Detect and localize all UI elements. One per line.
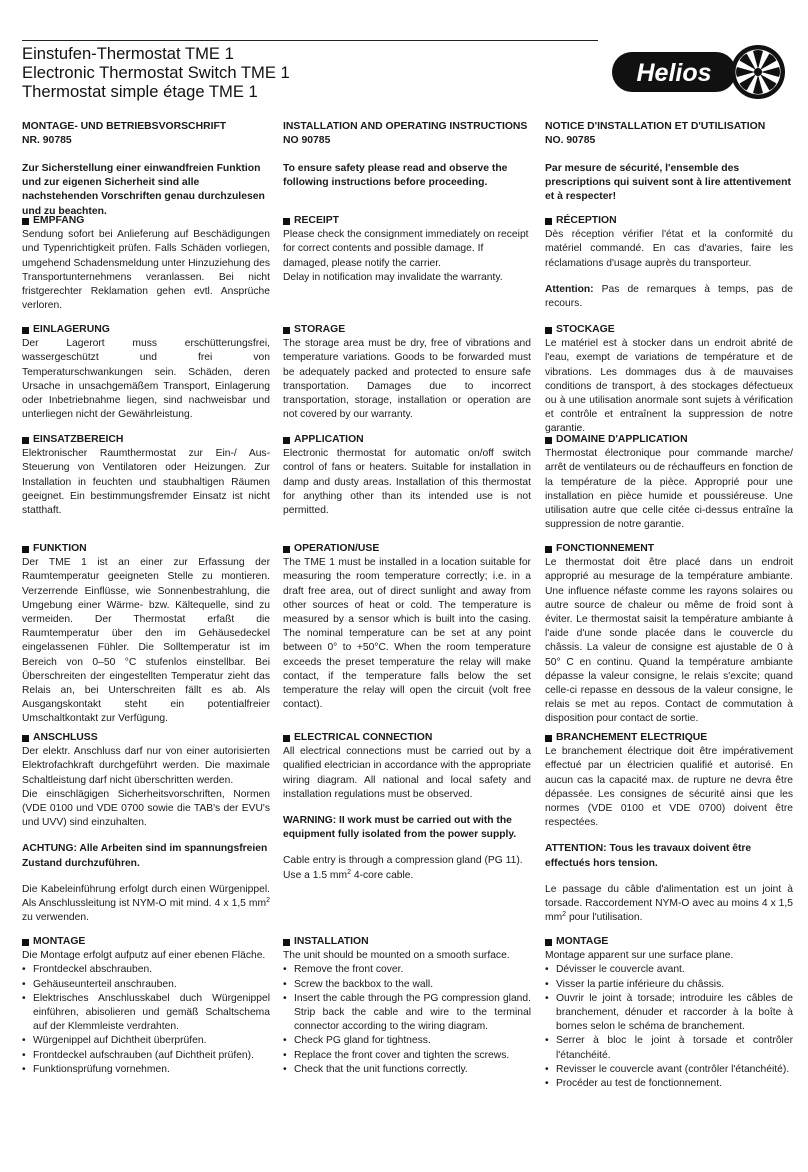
list-item: • Check PG gland for tightness.	[283, 1034, 531, 1048]
bullet-square-icon	[545, 437, 552, 444]
section-title: MONTAGE	[33, 936, 86, 947]
section-receipt-german	[22, 214, 270, 313]
section-title: DOMAINE D'APPLICATION	[556, 434, 688, 445]
section-receipt-english	[283, 214, 531, 285]
section-operation-french	[545, 542, 793, 727]
section-application-french	[545, 433, 793, 532]
section-mounting-german	[22, 935, 270, 1077]
warning-text: ATTENTION: Tous les travaux doivent être effectués hors tension.	[545, 843, 752, 869]
bullet-square-icon	[22, 218, 29, 225]
section-electrical-french	[545, 731, 793, 925]
cable-text: Le passage du câble d'alimentation est un joint à torsade. Raccordement NYM-O avec au moins 4 x 1,5 $mm^2$ pour l'utilisation.	[545, 883, 793, 924]
list-item: • Ouvrir le joint à torsade; introduire les câbles de branchement, dénuder et raccorder à la boîte à bornes selon le schéma de branchement.	[545, 992, 793, 1035]
bullet-square-icon	[22, 546, 29, 553]
list-item: • Dévisser le couvercle avant.	[545, 963, 793, 977]
list-item: • Frontdeckel abschrauben.	[22, 963, 270, 977]
section-text: Der Lagerort muss erschütterungsfrei, wassergeschützt und frei von Temperaturschwankungen sein. Schäden, deren Ursache in unsachgemäßem Transport, Einlagerung oder Inbetriebnahme liegen, sind nachweisbar und unterliegen nicht der Gewährleistung.	[22, 338, 270, 421]
section-storage-german	[22, 323, 270, 422]
section-title: STORAGE	[294, 324, 346, 335]
list-item: • Serrer à bloc le joint à torsade et contrôler l'étanchéité.	[545, 1034, 793, 1062]
section-text-warranty: Delay in notification may invalidate the warranty.	[283, 271, 503, 283]
section-title: BRANCHEMENT ELECTRIQUE	[556, 732, 708, 743]
list-item: • Check that the unit functions correctly.	[283, 1063, 531, 1077]
section-function-german	[22, 542, 270, 727]
section-title: OPERATION/USE	[294, 543, 380, 554]
section-text: Der elektr. Anschluss darf nur von einer autorisierten Elektrofachkraft durchgeführt werden. Die maximale Schaltleistung darf nicht überschritten werden.	[22, 746, 270, 786]
section-text: The TME 1 must be installed in a location suitable for measuring the room temperature correctly; i.e. in a draft free area, out of direct sunlight and away from other sources of heat or cold. The temperature is measured by a sensor which is built into the casing. The nominal temperature can be set at any point between 0° to +50°C. When the room temperature exceeds the preset temperature the relay will make contact, if the temperature falls below the set temperature the relay will open the circuit (volt free contact).	[283, 557, 531, 711]
warning-text: WARNING: II work must be carried out with the equipment fully isolated from the power supply.	[283, 815, 517, 841]
section-storage-english	[283, 323, 531, 422]
section-title: APPLICATION	[294, 434, 364, 445]
section-text-standards: Die einschlägigen Sicherheitsvorschriften, Normen (VDE 0100 und VDE 0700 sowie die TAB's der EVU's und UVV) sind einzuhalten.	[22, 788, 270, 829]
section-text: All electrical connections must be carried out by a qualified electrician in accordance with the appropriate wiring diagram. All national and local safety and installation regulations must be observed.	[283, 746, 531, 800]
list-item: • Insert the cable through the PG compression gland. Strip back the cable and wire to the terminal connector according to the wiring diagram.	[283, 992, 531, 1035]
section-installation-english	[283, 935, 531, 1077]
list-item: • Visser la partie inférieure du châssis.	[545, 978, 793, 992]
section-mounting-french	[545, 935, 793, 1091]
helios-logo	[612, 42, 788, 102]
section-text: Le branchement électrique doit être impérativement effectué par un électricien qualifié et autorisé. En aucun cas la capacité max. de rupture ne devra être dépassée. Les consignes de sécurité ainsi que les normes (VDE 0100 et VDE 0700) doivent être respectées.	[545, 746, 793, 829]
document-title	[22, 44, 290, 101]
bullet-square-icon	[545, 939, 552, 946]
fan-icon	[731, 45, 785, 99]
title-english: Electronic Thermostat Switch TME 1	[22, 63, 290, 82]
section-title: ELECTRICAL CONNECTION	[294, 732, 433, 743]
section-text: Montage apparent sur une surface plane.	[545, 950, 734, 962]
list-item: • Remove the front cover.	[283, 963, 531, 977]
bullet-square-icon	[545, 327, 552, 334]
list-item: • Würgenippel auf Dichtheit überprüfen.	[22, 1034, 270, 1048]
doc-type-french: NOTICE D'INSTALLATION ET D'UTILISATION	[545, 121, 766, 132]
section-title: FONCTIONNEMENT	[556, 543, 655, 554]
column-english-header	[283, 120, 531, 148]
section-text: Le matériel est à stocker dans un endroit abrité de l'eau, exempt de variations de température et de vibrations. Les dommages dus à de mauvaises conditions de transport, à des stockages défectueux ou à une utilisation anormale sont sujets à vérification et contrôle et entraînent la suppression de notre garantie.	[545, 338, 793, 435]
bullet-square-icon	[283, 546, 290, 553]
section-text: Le thermostat doit être placé dans un endroit approprié au mesurage de la température ambiante. Une influence néfaste comme les rayons solaires ou autre source de chaleur ou même de froid sont à éviter. Le thermostat saisit la température ambiante à l'aide d'une sonde placée dans le couvercle du châssis. La valeur de consigne est ajustable de 0 à 50° C en continu. Quand la température ambiante dépasse la valeur consigne, le relais s'excite; quand celle-ci repasse en dessous de la valeur consigne, le relais se met au repos. Contact de commutation à disposition pour contact de sortie.	[545, 557, 793, 725]
mounting-steps-list	[22, 963, 270, 1077]
section-storage-french	[545, 323, 793, 437]
cable-text: Cable entry is through a compression gland (PG 11). Use a 1.5 $mm^2$ 4-core cable.	[283, 855, 523, 881]
list-item: • Procéder au test de fonctionnement.	[545, 1077, 793, 1091]
doc-number-french: NO. 90785	[545, 135, 596, 147]
bullet-square-icon	[22, 735, 29, 742]
doc-number-english: NO 90785	[283, 135, 331, 147]
section-title: RECEIPT	[294, 215, 340, 226]
bullet-square-icon	[22, 327, 29, 334]
title-german: Einstufen-Thermostat TME 1	[22, 44, 234, 63]
section-text: Dès réception vérifier l'état et la conformité du matériel commandé. En cas d'avaries, faire les réclamations d'usage auprès du transporteur.	[545, 229, 793, 269]
attention-text: Attention: Pas de remarques à temps, pas de recours.	[545, 283, 793, 310]
column-german-header	[22, 120, 270, 148]
list-item: • Revisser le couvercle avant (contrôler l'étanchéité).	[545, 1063, 793, 1077]
section-application-german	[22, 433, 270, 518]
warning-text: ACHTUNG: Alle Arbeiten sind im spannungsfreien Zustand durchzuführen.	[22, 843, 268, 869]
mounting-steps-list	[545, 963, 793, 1091]
list-item: • Screw the backbox to the wall.	[283, 978, 531, 992]
section-text: Der TME 1 ist an einer zur Erfassung der Raumtemperatur geeigneten Stelle zu montieren. Verzerrende Einflüsse, wie Sonnenbestrahlung, die Umgebung einer Wärme- bzw. Kältequelle, sind zu vermeiden. Der Thermostat erfaßt die Raumtemperatur über den im Gehäusedeckel eingelassenen Fühler. Die Solltemperatur ist im Bereich von 0–50 °C stufenlos einstellbar. Bei Überschreiten der eingestellten Temperatur zieht das Relais an, bei Unterschreiten fällt es ab. Als Ausgangskontakt steht ein potentialfreier Umschaltkontakt zur Verfügung.	[22, 557, 270, 725]
list-item: • Frontdeckel aufschrauben (auf Dichtheit prüfen).	[22, 1049, 270, 1063]
section-text: Electronic thermostat for automatic on/off switch control of fans or heaters. Suitable for installation in damp and dusty areas. Installation of this thermostat for anything other than its intended use is not permitted.	[283, 448, 531, 517]
title-french: Thermostat simple étage TME 1	[22, 82, 258, 101]
intro-french: Par mesure de sécurité, l'ensemble des prescriptions qui suivent sont à lire attentivement et à respecter!	[545, 163, 791, 203]
intro-english: To ensure safety please read and observe the following instructions before proceeding.	[283, 163, 508, 189]
section-title: EINSATZBEREICH	[33, 434, 124, 445]
section-title: INSTALLATION	[294, 936, 369, 947]
section-title: EINLAGERUNG	[33, 324, 110, 335]
header-rule	[22, 40, 598, 41]
section-title: RÉCEPTION	[556, 215, 617, 226]
cable-text: Die Kabeleinführung erfolgt durch einen Würgenippel. Als Anschlussleitung ist NYM-O mit mind. 4 x 1,5 $mm^2$ zu verwenden.	[22, 883, 270, 924]
section-title: EMPFANG	[33, 215, 85, 226]
bullet-square-icon	[283, 218, 290, 225]
section-title: FUNKTION	[33, 543, 87, 554]
section-text: Elektronischer Raumthermostat zur Ein-/ Aus-Steuerung von Ventilatoren oder Heizungen. Zur Installation in feuchten und staubhaltigen Räumen geeignet. Ein bestimmungsfremder Einsatz ist nicht statthaft.	[22, 448, 270, 517]
bullet-square-icon	[283, 939, 290, 946]
section-text: Please check the consignment immediately on receipt for correct contents and possible damage. If damaged, please notify the carrier.	[283, 229, 529, 269]
doc-type-german: MONTAGE- UND BETRIEBSVORSCHRIFT	[22, 121, 227, 132]
bullet-square-icon	[545, 218, 552, 225]
intro-german: Zur Sicherstellung einer einwandfreien Funktion und zur eigenen Sicherheit sind alle nachstehenden Vorschriften genau durchzulesen und zu beachten.	[22, 163, 265, 217]
bullet-square-icon	[283, 437, 290, 444]
bullet-square-icon	[22, 939, 29, 946]
bullet-square-icon	[283, 327, 290, 334]
section-text: The unit should be mounted on a smooth surface.	[283, 950, 510, 962]
bullet-square-icon	[22, 437, 29, 444]
doc-number-german: NR. 90785	[22, 135, 72, 147]
section-electrical-english	[283, 731, 531, 883]
section-text: The storage area must be dry, free of vibrations and temperature variations. Goods to be forwarded must be adequately packed and protected to ensure safe transportation. Damages due to incorrect transportation, storage, installation or operation are not covered by our warranty.	[283, 338, 531, 421]
logo-text: Helios	[636, 59, 712, 87]
section-operation-english	[283, 542, 531, 712]
bullet-square-icon	[283, 735, 290, 742]
section-title: STOCKAGE	[556, 324, 615, 335]
installation-steps-list	[283, 963, 531, 1077]
section-text: Sendung sofort bei Anlieferung auf Beschädigungen und Typenrichtigkeit prüfen. Falls Schäden vorliegen, umgehend Schadensmeldung unter Hinzuziehung des Transportunternehmens veranlassen. Bei nicht fristgerechter Reklamation gehen evtl. Ansprüche verloren.	[22, 229, 270, 312]
list-item: • Replace the front cover and tighten the screws.	[283, 1049, 531, 1063]
list-item: • Funktionsprüfung vornehmen.	[22, 1063, 270, 1077]
bullet-square-icon	[545, 546, 552, 553]
doc-type-english: INSTALLATION AND OPERATING INSTRUCTIONS	[283, 121, 528, 132]
section-title: ANSCHLUSS	[33, 732, 98, 743]
section-text: Die Montage erfolgt aufputz auf einer ebenen Fläche.	[22, 950, 266, 962]
list-item: • Elektrisches Anschlusskabel duch Würgenippel einführen, abisolieren und gemäß Schaltschema auf der Klemmleiste verdrahten.	[22, 992, 270, 1035]
section-title: MONTAGE	[556, 936, 609, 947]
section-connection-german	[22, 731, 270, 925]
section-text: Thermostat électronique pour commande marche/ arrêt de ventilateurs ou de réchauffeurs en fonction de la température de la pièce. Approprié pour une installation en pièce humide et poussiéreuse. Une utilisation autre que celle citée ci-dessus entraîne la suppression de notre garantie.	[545, 448, 793, 531]
section-application-english	[283, 433, 531, 518]
section-reception-french	[545, 214, 793, 311]
column-french-header	[545, 120, 793, 148]
bullet-square-icon	[545, 735, 552, 742]
list-item: • Gehäuseunterteil anschrauben.	[22, 978, 270, 992]
